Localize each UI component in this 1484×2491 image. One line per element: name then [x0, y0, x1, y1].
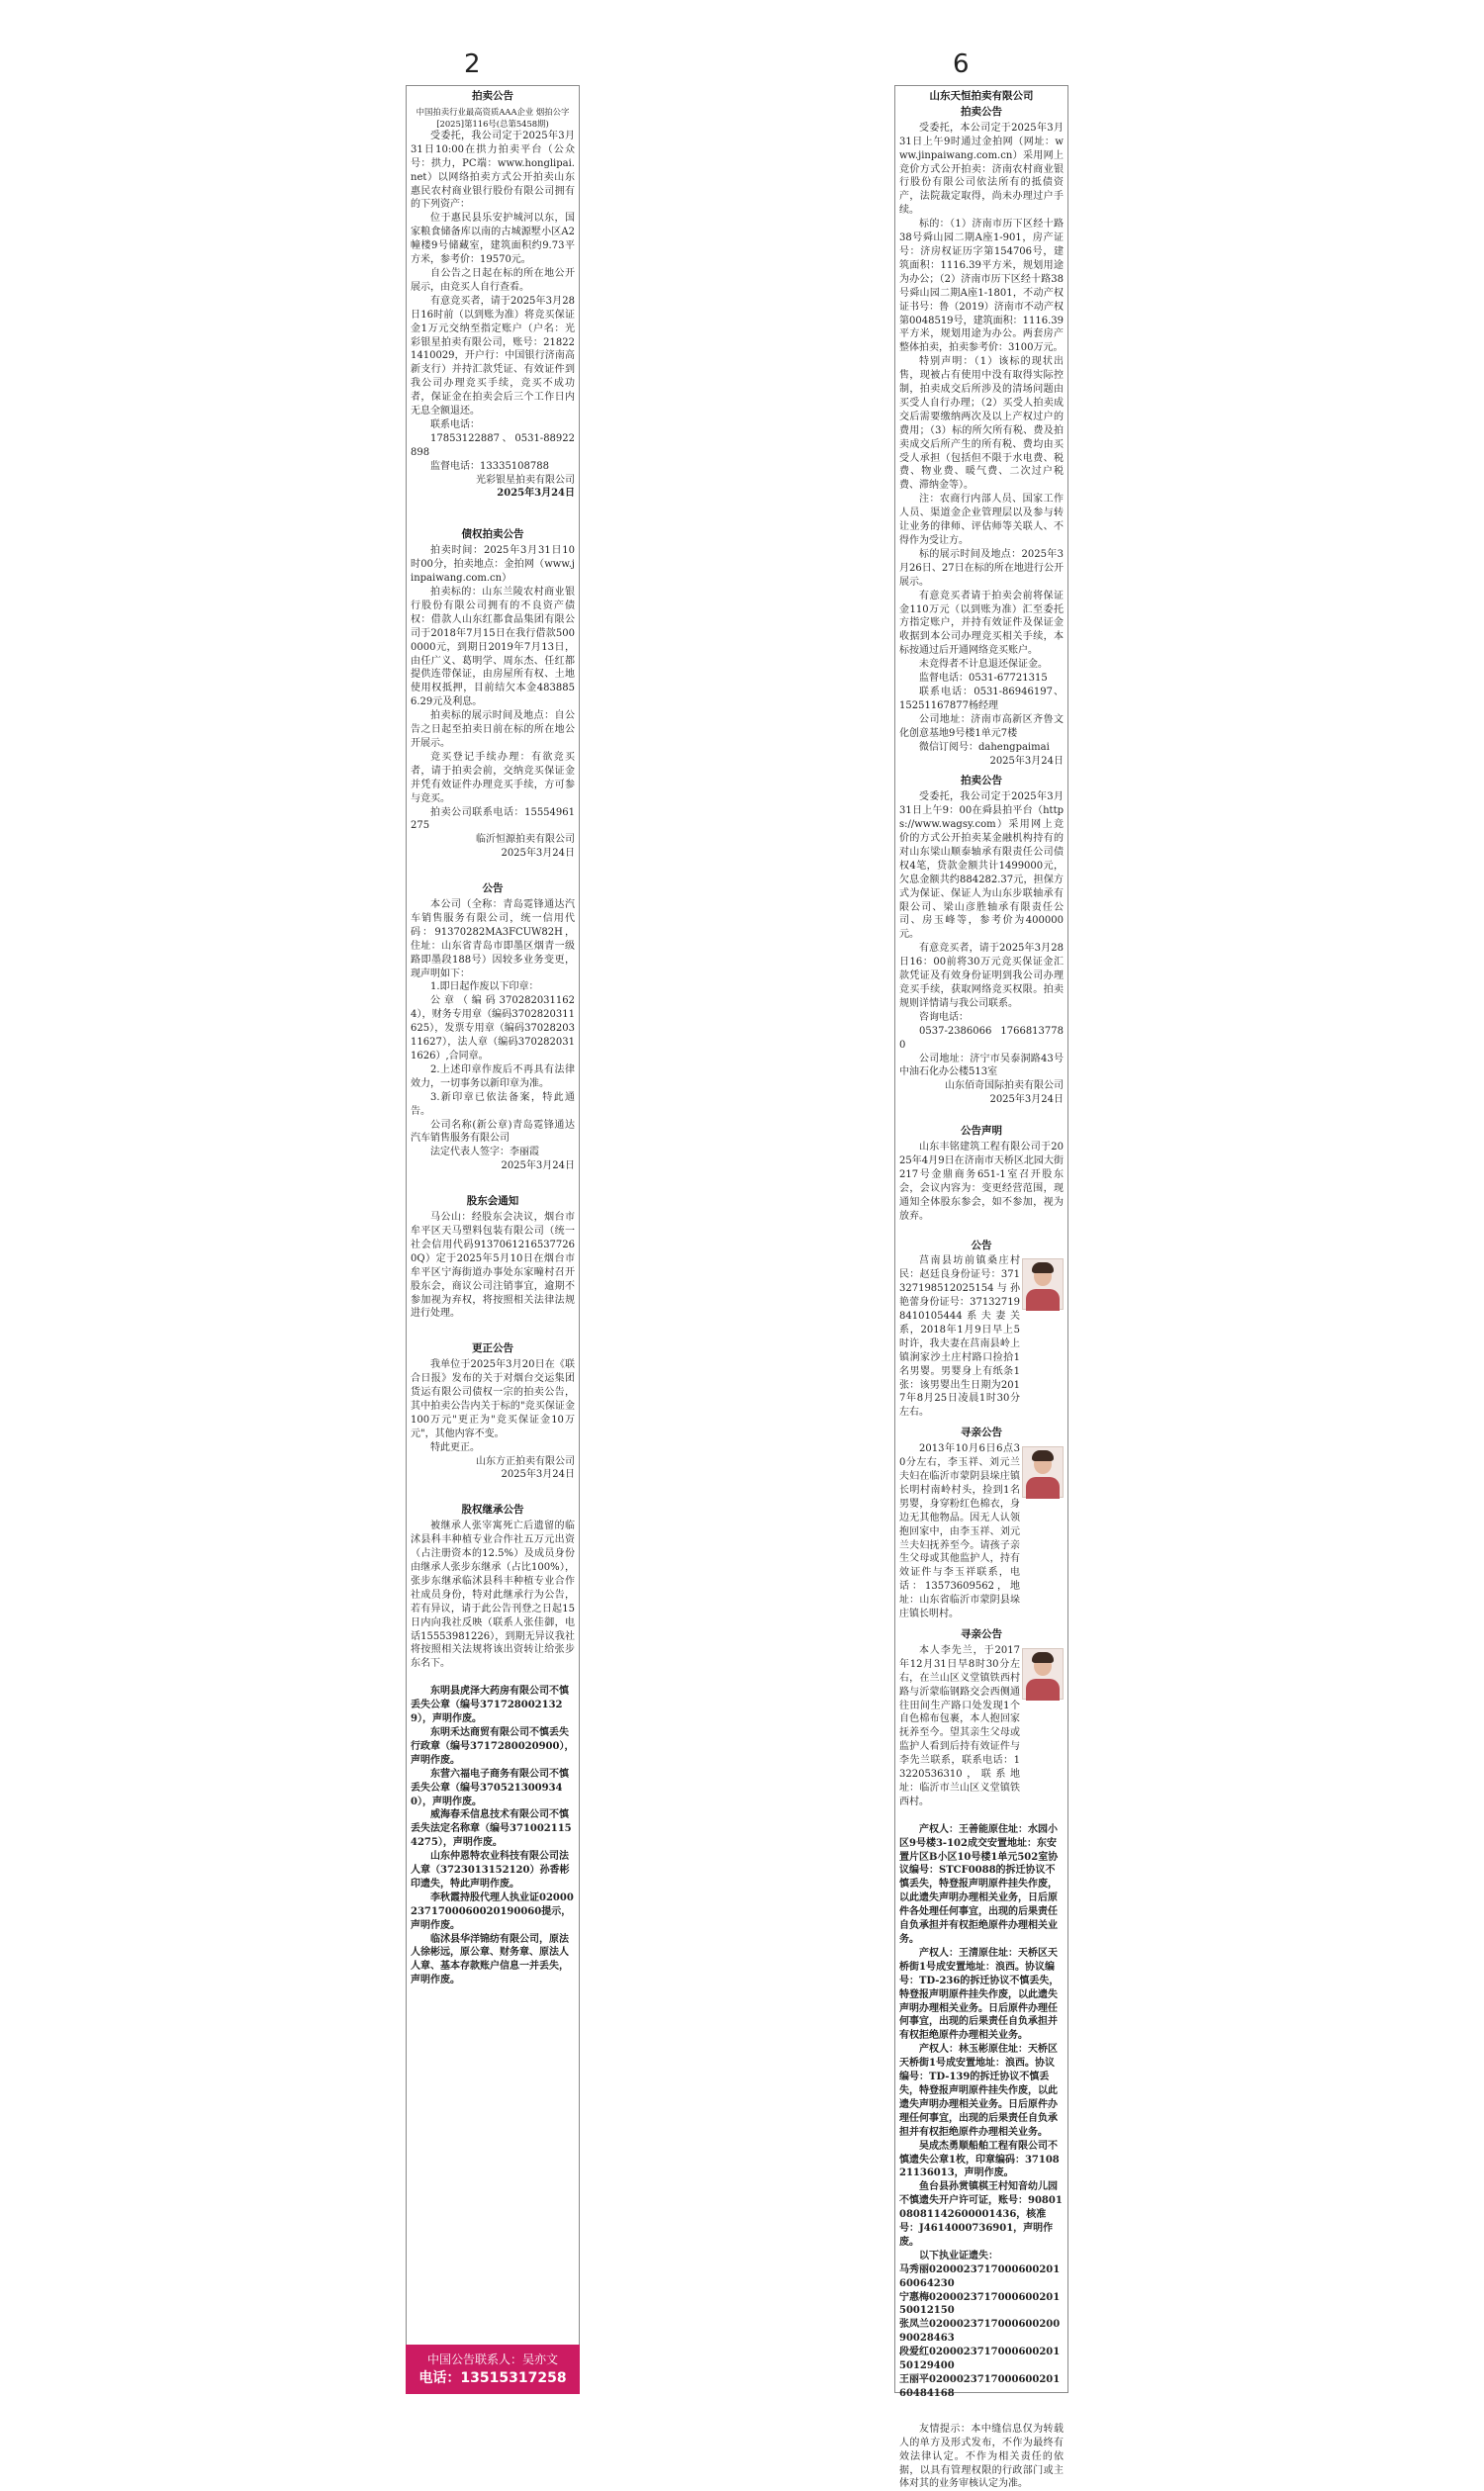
notice-paragraph: 我单位于2025年3月20日在《联合日报》发布的关于对烟台交运集团货运有限公司债权一宗的拍卖公告，其中拍卖公告内关于标的"竞买保证金100万元"更正为"竞买保证金10万元"，其他内容不变。	[411, 1359, 575, 1439]
auction-notice-baiqi	[899, 775, 1064, 1107]
notice-paragraph: 受委托，本公司定于2025年3月31日上午9时通过金拍网（网址：www.jinpaiwang.com.cn）采用网上竞价方式公开拍卖：济南农村商业银行股份有限公司依法所有的抵债资产，法院裁定取得，尚未办理过户手续。	[899, 122, 1064, 217]
shareholder-meeting-notice	[411, 1195, 575, 1321]
notice-paragraph: 法定代表人签字：李丽霞	[430, 1147, 539, 1158]
list-item: 宁惠梅020002371700060020150012150	[899, 2291, 1061, 2317]
notice-title: 公告	[971, 1239, 992, 1251]
friendly-tip: 友情提示：本中缝信息仅为转载人的单方及形式发布，不作为最终有效法律认定。不作为相关责任的依据，以具有管理权限的行政部门或主体对其的业务审核认定为准。	[899, 2423, 1064, 2490]
correction-notice	[411, 1342, 575, 1482]
list-item: 鱼台县孙赏镇棋王村知音幼儿园不慎遗失开户许可证，账号：9080108081142600001436，核准号：J4614000736901，声明作废。	[899, 2181, 1063, 2248]
notice-paragraph: 竞买登记手续办理：有欲竞买者，请于拍卖会前，交纳竞买保证金并凭有效证件办理竞买手续，方可参与竞买。	[411, 751, 575, 804]
notice-paragraph: 山东丰铭建筑工程有限公司于2025年4月9日在济南市天桥区北园大街217号金鼎商务651-1室召开股东会，会议内容为：变更经营范围，现通知全体股东参会，如不参加，视为放弃。	[899, 1142, 1064, 1222]
notice-paragraph: 标的：（1）济南市历下区经十路38号舜山园二期A座1-901，房产证号：济房权证历字第154706号，建筑面积：1116.39平方米，规划用途为办公；（2）济南市历下区经十路38号舜山园二期A座1-1801，不动产权证书号：鲁（2019）济南市不动产权第0048519号，建筑面积：1116.39平方米，规划用途为办公。两套房产整体拍卖，拍卖参考价：3100万元。	[899, 219, 1064, 354]
list-item: 产权人：林玉彬原住址：天桥区天桥街1号成安置地址：浪西。协议编号：TD-139的拆迁协议不慎丢失，特登报声明原件挂失作废，以此遗失声明办理相关业务。日后原件办理任何事宜，出现的后果责任自负承担并有权拒绝原件办理相关业务。	[899, 2044, 1058, 2138]
notice-paragraph: 被继承人张宰寓死亡后遗留的临沭县科丰种植专业合作社五万元出资（占注册资本的12.5%）及成员身份由继承人张步东继承（占比100%），张步东继承临沭县科丰种植专业合作社成员身份，特对此继承行为公告，若有异议，请于此公告刊登之日起15日内向我社反映（联系人张佳御，电话15553981226），到期无异议我社将按照相关法规将该出资转让给张步东名下。	[411, 1521, 575, 1670]
notice-date: 2025年3月24日	[501, 1160, 575, 1172]
page-number-left: 2	[464, 49, 481, 79]
list-item: 山东仲恩特农业科技有限公司法人章（3723013152120）孙香彬印遗失，特此声明作废。	[411, 1851, 570, 1890]
notice-paragraph: 注：农商行内部人员、国家工作人员、渠道金企业管理层以及参与转让业务的律师、评估师等关联人、不得作为受让方。	[899, 494, 1064, 546]
notice-paragraph: 受委托，我公司定于2025年3月31日上午9：00在舜县拍平台（https://www.wagsy.com）采用网上竞价的方式公开拍卖某金融机构持有的对山东梁山顺泰轴承有限责任公司债权4笔，贷款金额共计1499000元，欠息金额共约884282.37元，担保方式为保证、保证人为山东步联轴承有限公司、梁山彦胜轴承有限责任公司、房玉峰等，参考价为400000元。	[899, 791, 1064, 941]
notice-title: 拍卖公告	[961, 775, 1002, 787]
loss-declarations	[899, 1823, 1064, 2401]
list-item: 李秋霞持股代理人执业证020002371700060020190060提示，声明作废。	[411, 1891, 574, 1931]
notice-title: 更正公告	[472, 1342, 513, 1355]
banner-phone: 电话：13515317258	[418, 2370, 567, 2386]
notice-date: 2025年3月24日	[989, 1094, 1064, 1106]
auction-notice-tianheng	[899, 90, 1064, 768]
shareholder-meeting-statement	[899, 1125, 1064, 1223]
list-item: 张凤兰020002371700060020090028463	[899, 2319, 1061, 2345]
notice-title: 寻亲公告	[961, 1627, 1002, 1640]
list-item: 东明禾达商贸有限公司不慎丢失行政章（编号3717280020900），声明作废。	[411, 1726, 575, 1766]
notice-paragraph: 拍卖标的展示时间及地点：自公告之日起至拍卖日前在标的所在地公开展示。	[411, 710, 575, 749]
list-item: 威海春禾信息技术有限公司不慎丢失法定名称章（编号3710021154275），声明作废。	[411, 1809, 572, 1849]
notice-title: 拍卖公告	[472, 90, 513, 102]
list-item: 王丽平020002371700060020160484168	[899, 2374, 1061, 2399]
list-item: 临沭县华洋锦纺有限公司，原法人徐彬远，原公章、财务章、原法人人章、基本存款账户信息一并丢失，声明作废。	[411, 1933, 569, 1986]
notice-subtitle: 中国拍卖行业最高资质AAA企业 烟拍公字[2025]第116号(总第5458期)	[416, 106, 570, 129]
notice-title: 公告声明	[961, 1125, 1002, 1138]
notice-paragraph: 联系电话：	[430, 418, 480, 430]
notice-paragraph: 咨询电话：	[919, 1011, 969, 1023]
list-item: 以下执业证遗失：	[919, 2250, 998, 2261]
notice-date: 2025年3月24日	[989, 755, 1064, 767]
notice-paragraph: 拍卖公司联系电话：15554961275	[411, 806, 575, 832]
list-item: 马秀丽020002371700060020160064230	[899, 2263, 1061, 2289]
notice-date: 2025年3月24日	[497, 488, 575, 500]
notice-title: 拍卖公告	[961, 105, 1002, 118]
contact-banner	[406, 2345, 580, 2394]
family-search-notice-1	[899, 1427, 1064, 1621]
banner-contact-person: 中国公告联系人：吴亦文	[426, 2353, 558, 2366]
notice-supervise-phone: 监督电话：13335108788	[430, 460, 549, 472]
notice-paragraph: 标的展示时间及地点：2025年3月26日、27日在标的所在地进行公开展示。	[899, 548, 1064, 588]
page-number-right: 6	[953, 49, 970, 79]
notice-paragraph: 有意竞买者请于拍卖会前将保证金110万元（以到账为准）汇至委托方指定账户，并持有效证件及保证金收据到本公司办理竞买相关手续，本标按通过后开通网络竞买账户。	[899, 590, 1064, 657]
notice-title: 寻亲公告	[961, 1427, 1002, 1439]
notice-paragraph: 公司名称(新公章)青岛霓锋通达汽车销售服务有限公司	[411, 1119, 575, 1145]
notice-paragraph: 位于惠民县乐安护城河以东，国家粮食储备库以南的古城源墅小区A2幢楼9号储藏室，建筑面积约9.73平方米，参考价：19570元。	[411, 213, 575, 266]
list-item: 产权人：王清原住址：天桥区天桥街1号成安置地址：浪西。协议编号：TD-236的拆迁协议不慎丢失，特登报声明原件挂失作废，以此遗失声明办理相关业务。日后原件办理任何事宜，出现的后果责任自负承担并有权拒绝原件办理相关业务。	[899, 1947, 1060, 2042]
notice-org: 光彩银星拍卖有限公司	[476, 474, 575, 486]
notice-paragraph: 3.新印章已依法备案，特此通告。	[411, 1091, 575, 1117]
family-search-notice-2	[899, 1628, 1064, 1809]
child-photo	[1022, 1258, 1064, 1310]
notice-paragraph: 有意竞买者，请于2025年3月28日16：00前将30万元竞买保证金汇款凭证及有效身份证明到我公司办理竞买手续，获取网络竞买权限。拍卖规则详情请与我公司联系。	[899, 943, 1064, 1009]
left-classified-column	[406, 85, 580, 2393]
notice-paragraph: 联系电话：0531-86946197、15251167877杨经理	[899, 686, 1064, 711]
notice-paragraph: 本人李先兰，于2017年12月31日早8时30分左右，在兰山区义堂镇铁西村路与沂蒙临钢路交会西侧通往田间生产路口处发现1个自色棉布包裹，本人抱回家抚养至今。望其亲生父母或监护人看到后持有效证件与李先兰联系，联系电话：13220536310，联系地址：临沂市兰山区义堂镇铁西村。	[899, 1644, 1020, 1807]
notice-paragraph: 马公山：经股东会决议，烟台市牟平区天马塑料包装有限公司（统一社会信用代码91370612165377260Q）定于2025年5月10日在烟台市牟平区宁海街道办事处东家疃村召开股东会，商议公司注销事宜，逾期不参加视为弃权，将按照相关法律法规进行处理。	[411, 1212, 575, 1320]
notice-paragraph: 0537-2386066 17668137780	[899, 1025, 1064, 1051]
list-item: 段爱红020002371700060020150129400	[899, 2347, 1061, 2372]
seal-void-notice	[411, 882, 575, 1173]
notice-paragraph: 拍卖标的：山东兰陵农村商业银行股份有限公司拥有的不良资产债权：借款人山东红都食品集团有限公司于2018年7月15日在我行借款5000000元，到期日2019年7月13日，由任广义、葛明学、周东杰、任红都提供连带保证，由房屋所有权、土地使用权抵押，目前结欠本金4838856.29元及利息。	[411, 587, 575, 708]
notice-paragraph: 受委托，我公司定于2025年3月31日10:00在拱力拍卖平台（公众号：拱力，PC端：www.honglipai.net）以网络拍卖方式公开拍卖山东惠民农村商业银行股份有限公司拥有的下列资产：	[411, 130, 575, 211]
notice-org: 山东方正拍卖有限公司	[476, 1455, 575, 1467]
child-photo	[1022, 1648, 1064, 1700]
notice-org: 山东佰奇国际拍卖有限公司	[945, 1080, 1064, 1092]
notice-title: 股权继承公告	[461, 1504, 524, 1517]
notice-date: 2025年3月24日	[501, 848, 575, 860]
notice-phones: 17853122887、0531-88922898	[411, 432, 575, 458]
auction-notice-hongli	[411, 90, 575, 501]
notice-paragraph: 莒南县坊前镇桑庄村民：赵廷良身份证号：371327198512025154与孙艳蕾身份证号：371327198410105444系夫妻关系，2018年1月9日早上5时许，我夫妻在莒南县岭上镇涧家沙土庄村路口捡拾1名男婴。男婴身上有纸条1张：该男婴出生日期为2017年8月25日凌晨1时30分左右。	[899, 1255, 1020, 1419]
child-photo	[1022, 1446, 1064, 1498]
notice-paragraph: 2013年10月6日6点30分左右，李玉祥、刘元兰夫妇在临沂市蒙阴县垛庄镇长明村南岭村头，捡到1名男婴，身穿粉红色棉衣，身边无其他物品。因无人认领抱回家中，由李玉祥、刘元兰夫妇抚养至今。请孩子亲生父母或其他监护人，持有效证件与李玉祥联系，电话：13573609562，地址：山东省临沂市蒙阴县垛庄镇长明村。	[899, 1443, 1020, 1620]
notice-paragraph: 监督电话：0531-67721315	[919, 673, 1048, 685]
notice-paragraph: 公司地址：济南市高新区齐鲁文化创意基地9号楼1单元7楼	[899, 713, 1064, 739]
debt-auction-notice	[411, 528, 575, 861]
disclaimer	[899, 2423, 1064, 2491]
list-item: 产权人：王善能原住址：水园小区9号楼3-102成交安置地址：东安置片区B小区10号楼1单元502室协议编号：STCF0088的拆迁协议不慎丢失，特登报声明原件挂失作废，以此遗失声明办理相关业务，日后原件各处理任何事宜，出现的后果责任自负承担并有权拒绝原件办理相关业务。	[899, 1823, 1059, 1945]
notice-paragraph: 特别声明：（1）该标的现状出售，现被占有使用中没有取得实际控制，拍卖成交后所涉及的清场问题由买受人自行办理；（2）买受人拍卖成交后需要缴纳两次及以上产权过户的费用；（3）标的所欠所有税、费及拍卖成交后所产生的所有税、费均由买受人承担（包括但不限于水电费、税费、物业费、暖气费、二次过户税费、滞纳金等）。	[899, 356, 1064, 492]
notice-paragraph: 未竞得者不计息退还保证金。	[919, 659, 1048, 671]
notice-org-title: 山东天恒拍卖有限公司	[929, 90, 1034, 102]
notice-paragraph: 微信订阅号：dahengpaimai	[919, 741, 1050, 753]
list-item: 东明县虎泽大药房有限公司不慎丢失公章（编号3717280021329），声明作废。	[411, 1686, 569, 1725]
foundling-notice	[899, 1240, 1064, 1421]
notice-title: 债权拍卖公告	[461, 528, 524, 541]
notice-date: 2025年3月24日	[501, 1469, 575, 1481]
equity-inheritance-notice	[411, 1504, 575, 1671]
notice-paragraph: 本公司（全称：青岛霓锋通达汽车销售服务有限公司，统一信用代码：91370282MA3FCUW82H，住址：山东省青岛市即墨区烟青一级路即墨段188号）因较多业务变更，现声明如下：	[411, 899, 575, 979]
notice-paragraph: 2.上述印章作废后不再具有法律效力，一切事务以新印章为准。	[411, 1063, 575, 1089]
notice-title: 股东会通知	[466, 1195, 519, 1208]
notice-paragraph: 公章（编码3702820311624），财务专用章（编码3702820311625），发票专用章（编码3702820311627），法人章（编码3702820311626）,合同章。	[411, 995, 575, 1061]
notice-paragraph: 1.即日起作废以下印章：	[430, 981, 539, 993]
notice-paragraph: 自公告之日起在标的所在地公开展示，由竞买人自行查看。	[411, 267, 575, 293]
notice-org: 临沂恒源拍卖有限公司	[476, 834, 575, 846]
notice-paragraph: 公司地址：济宁市吴泰洞路43号中油石化办公楼513室	[899, 1053, 1064, 1078]
notice-paragraph: 有意竞买者，请于2025年3月28日16时前（以到账为准）将竞买保证金1万元交纳至指定账户（户名：光彩银星拍卖有限公司，账号：218221410029，开户行：中国银行济南高新支行）并持汇款凭证、有效证件到我公司办理竞买手续，竞买不成功者，保证金在拍卖会后三个工作日内无息全额退还。	[411, 295, 575, 417]
lost-seal-list	[411, 1685, 575, 1987]
notice-paragraph: 特此更正。	[430, 1441, 480, 1453]
notice-paragraph: 拍卖时间：2025年3月31日10时00分，拍卖地点：金拍网（www.jinpaiwang.com.cn）	[411, 545, 575, 585]
list-item: 吴成杰勇顺船舶工程有限公司不慎遗失公章1枚，印章编码：3710821136013，声明作废。	[899, 2140, 1060, 2179]
notice-title: 公告	[482, 882, 504, 895]
right-classified-column	[894, 85, 1068, 2490]
list-item: 东营六福电子商务有限公司不慎丢失公章（编号3705213009340），声明作废。	[411, 1768, 569, 1807]
